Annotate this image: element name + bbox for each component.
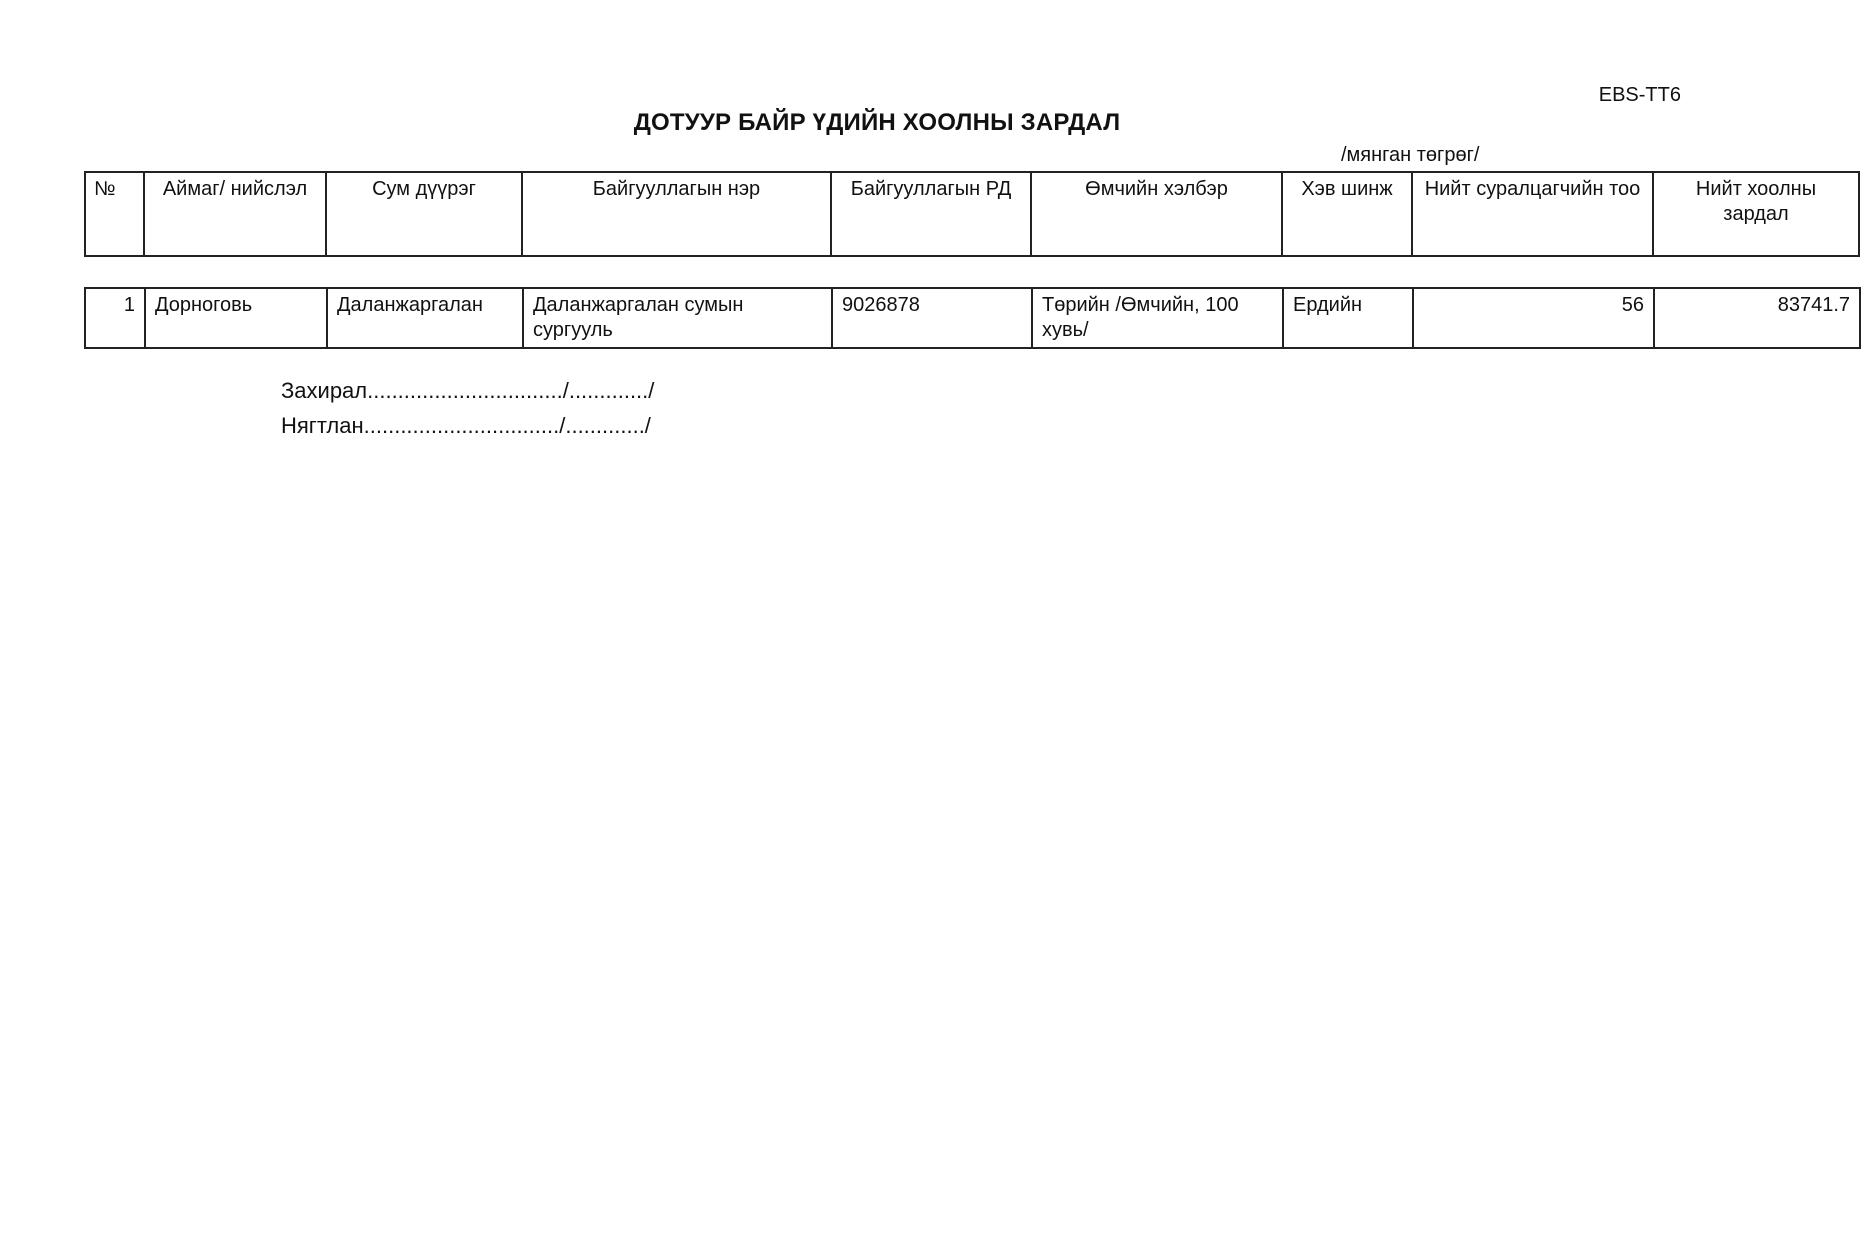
header-food-cost: Нийт хоолны зардал [1653,172,1859,256]
director-signature-line: Захирал................................/............./ [281,378,655,403]
header-ownership: Өмчийн хэлбэр [1031,172,1282,256]
cell-ownership: Төрийн /Өмчийн, 100 хувь/ [1032,288,1283,348]
cell-org-rd: 9026878 [832,288,1032,348]
header-org-name: Байгууллагын нэр [522,172,831,256]
cell-sum: Даланжаргалан [327,288,523,348]
cell-number: 1 [85,288,145,348]
data-table [84,287,1861,349]
header-table [84,171,1860,257]
cell-type: Ердийн [1283,288,1413,348]
header-sum: Сум дүүрэг [326,172,522,256]
unit-label: /мянган төгрөг/ [1341,144,1480,166]
cell-aimag: Дорноговь [145,288,327,348]
header-aimag: Аймаг/ нийслэл [144,172,326,256]
cell-org-name: Даланжаргалан сумын сургууль [523,288,832,348]
form-code: EBS-TT6 [1598,84,1681,106]
table-row [85,288,1860,348]
document-title: ДОТУУР БАЙР ҮДИЙН ХООЛНЫ ЗАРДАЛ [633,109,1121,136]
cell-food-cost: 83741.7 [1654,288,1860,348]
header-row [85,172,1859,256]
header-students: Нийт суралцагчийн тоо [1412,172,1653,256]
header-org-rd: Байгууллагын РД [831,172,1031,256]
header-type: Хэв шинж [1282,172,1412,256]
cell-students: 56 [1413,288,1654,348]
accountant-signature-line: Нягтлан................................/............./ [281,413,651,438]
header-number: № [85,172,144,256]
